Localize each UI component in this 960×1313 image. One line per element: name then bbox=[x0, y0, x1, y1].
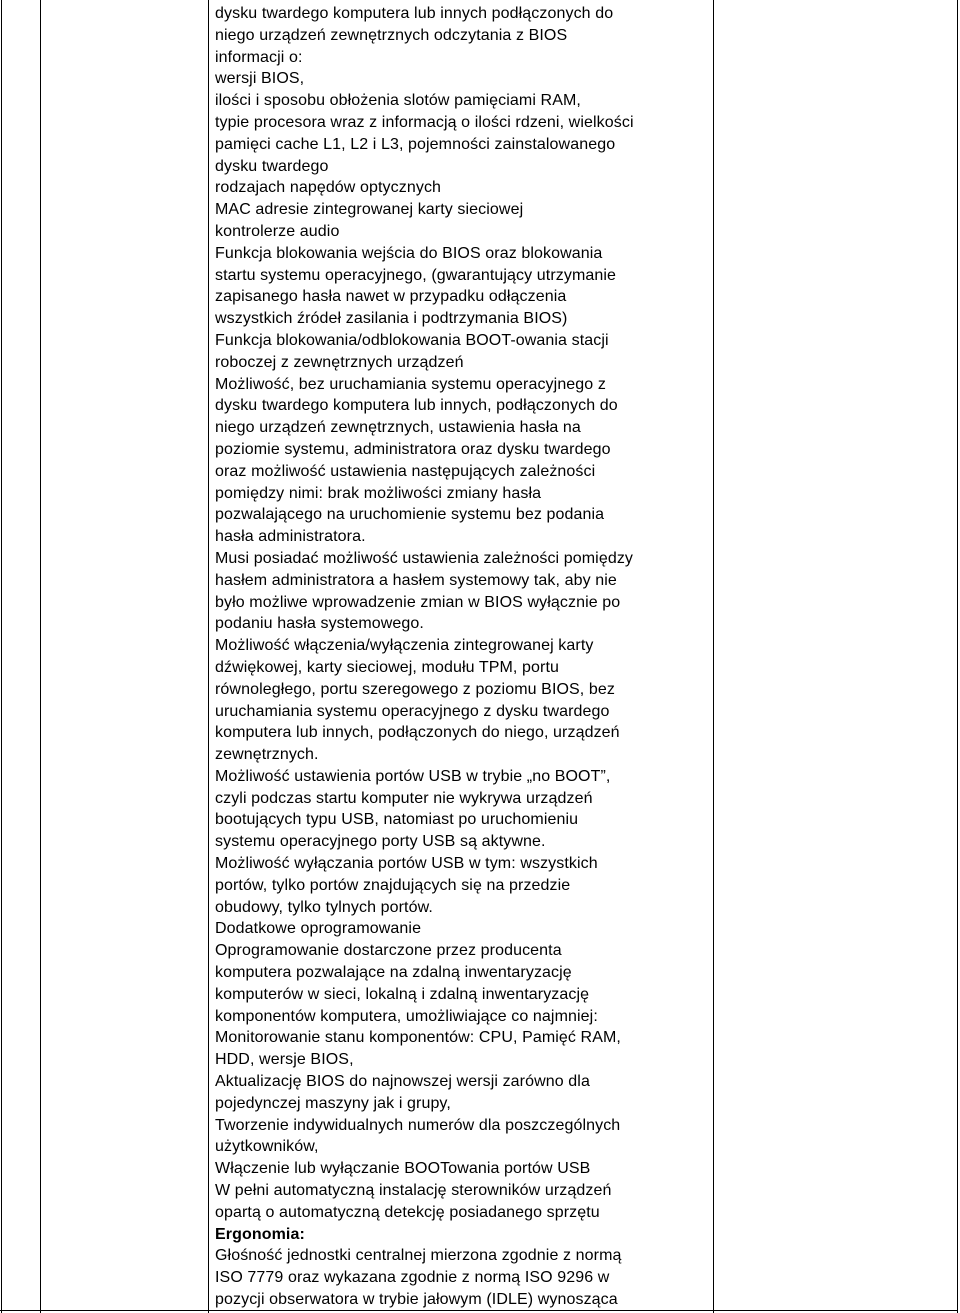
text-line: pojedynczej maszyny jak i grupy, bbox=[215, 1094, 451, 1112]
text-line: poziomie systemu, administratora oraz dysku twardego bbox=[215, 440, 611, 458]
text-line: obudowy, tylko tylnych portów. bbox=[215, 898, 433, 916]
text-line: informacji o: bbox=[215, 48, 303, 66]
text-line: Dodatkowe oprogramowanie bbox=[215, 920, 422, 938]
text-line: komputera pozwalające na zdalną inwentaryzację bbox=[215, 964, 572, 982]
text-line: Monitorowanie stanu komponentów: CPU, Pamięć RAM, bbox=[215, 1029, 621, 1047]
text-line: Włączenie lub wyłączanie BOOTowania portów USB bbox=[215, 1160, 591, 1178]
section-heading: Ergonomia: bbox=[215, 1225, 305, 1243]
table-column-divider-1 bbox=[40, 0, 41, 1313]
text-line: niego urządzeń zewnętrznych, ustawienia hasła na bbox=[215, 419, 581, 437]
text-line: Funkcja blokowania/odblokowania BOOT-owania stacji bbox=[215, 331, 609, 349]
table-border-right bbox=[957, 0, 958, 1313]
text-line: równoległego, portu szeregowego z poziomu BIOS, bez bbox=[215, 680, 615, 698]
table-border-left bbox=[1, 0, 2, 1313]
text-line: pomiędzy nimi: brak możliwości zmiany hasła bbox=[215, 484, 542, 502]
text-line: bootujących typu USB, natomiast po uruchomieniu bbox=[215, 811, 579, 829]
text-line: Możliwość włączenia/wyłączenia zintegrowanej karty bbox=[215, 637, 594, 655]
text-line: hasła administratora. bbox=[215, 528, 366, 546]
text-line: dźwiękowej, karty sieciowej, modułu TPM, portu bbox=[215, 658, 559, 676]
text-line: portów, tylko portów znajdujących się na przedzie bbox=[215, 876, 571, 894]
text-line: pozwalającego na uruchomienie systemu bez podania bbox=[215, 506, 605, 524]
text-line: uruchamiania systemu operacyjnego z dysku twardego bbox=[215, 702, 610, 720]
text-line: dysku twardego komputera lub innych podłączonych do bbox=[215, 5, 614, 22]
text-line: Możliwość ustawienia portów USB w trybie „no BOOT”, bbox=[215, 767, 611, 785]
specification-cell-text bbox=[215, 3, 710, 1311]
text-line: Możliwość, bez uruchamiania systemu operacyjnego z bbox=[215, 375, 606, 393]
text-line: podaniu hasła systemowego. bbox=[215, 615, 424, 633]
text-line: roboczej z zewnętrznych urządzeń bbox=[215, 353, 464, 371]
text-line: Funkcja blokowania wejścia do BIOS oraz blokowania bbox=[215, 244, 603, 262]
table-column-divider-2 bbox=[208, 0, 209, 1313]
text-line: komputerów w sieci, lokalną i zdalną inwentaryzację bbox=[215, 985, 590, 1003]
text-line: ISO 7779 oraz wykazana zgodnie z normą ISO 9296 w bbox=[215, 1269, 610, 1287]
text-line: Głośność jednostki centralnej mierzona zgodnie z normą bbox=[215, 1247, 622, 1265]
text-line: czyli podczas startu komputer nie wykrywa urządzeń bbox=[215, 789, 593, 807]
text-line: startu systemu operacyjnego, (gwarantujący utrzymanie bbox=[215, 266, 617, 284]
text-line: Tworzenie indywidualnych numerów dla poszczególnych bbox=[215, 1116, 621, 1134]
text-line: ilości i sposobu obłożenia slotów pamięciami RAM, bbox=[215, 92, 581, 110]
text-line: zewnętrznych. bbox=[215, 746, 319, 764]
text-line: komputera lub innych, podłączonych do niego, urządzeń bbox=[215, 724, 620, 742]
text-line: MAC adresie zintegrowanej karty sieciowej bbox=[215, 201, 524, 219]
text-line: systemu operacyjnego porty USB są aktywne. bbox=[215, 833, 546, 851]
text-line: opartą o automatyczną detekcję posiadanego sprzętu bbox=[215, 1203, 600, 1221]
text-line: niego urządzeń zewnętrznych odczytania z BIOS bbox=[215, 26, 568, 44]
text-line: kontrolerze audio bbox=[215, 222, 340, 240]
text-line: pamięci cache L1, L2 i L3, pojemności zainstalowanego bbox=[215, 135, 616, 153]
text-line: typie procesora wraz z informacją o ilości rdzeni, wielkości bbox=[215, 113, 634, 131]
text-line: dysku twardego bbox=[215, 157, 329, 175]
text-line: było możliwe wprowadzenie zmian w BIOS wyłącznie po bbox=[215, 593, 621, 611]
table-column-divider-3 bbox=[713, 0, 714, 1313]
text-line: Musi posiadać możliwość ustawienia zależności pomiędzy bbox=[215, 549, 634, 567]
text-line: Oprogramowanie dostarczone przez producenta bbox=[215, 942, 562, 960]
text-line: pozycji obserwatora w trybie jałowym (IDLE) wynosząca bbox=[215, 1291, 618, 1309]
text-line: rodzajach napędów optycznych bbox=[215, 179, 442, 197]
text-line: Możliwość wyłączania portów USB w tym: wszystkich bbox=[215, 855, 598, 873]
text-line: oraz możliwość ustawienia następujących zależności bbox=[215, 462, 596, 480]
text-line: W pełni automatyczną instalację sterowników urządzeń bbox=[215, 1182, 612, 1200]
text-line: wersji BIOS, bbox=[215, 70, 305, 88]
text-line: użytkowników, bbox=[215, 1138, 319, 1156]
text-line: zapisanego hasła nawet w przypadku odłączenia bbox=[215, 288, 567, 306]
text-line: Aktualizację BIOS do najnowszej wersji zarówno dla bbox=[215, 1073, 590, 1091]
text-line: komponentów komputera, umożliwiające co najmniej: bbox=[215, 1007, 598, 1025]
text-line: wszystkich źródeł zasilania i podtrzymania BIOS) bbox=[215, 310, 568, 328]
text-line: HDD, wersje BIOS, bbox=[215, 1051, 354, 1069]
text-line: hasłem administratora a hasłem systemowy tak, aby nie bbox=[215, 571, 617, 589]
text-line: dysku twardego komputera lub innych, podłączonych do bbox=[215, 397, 618, 415]
